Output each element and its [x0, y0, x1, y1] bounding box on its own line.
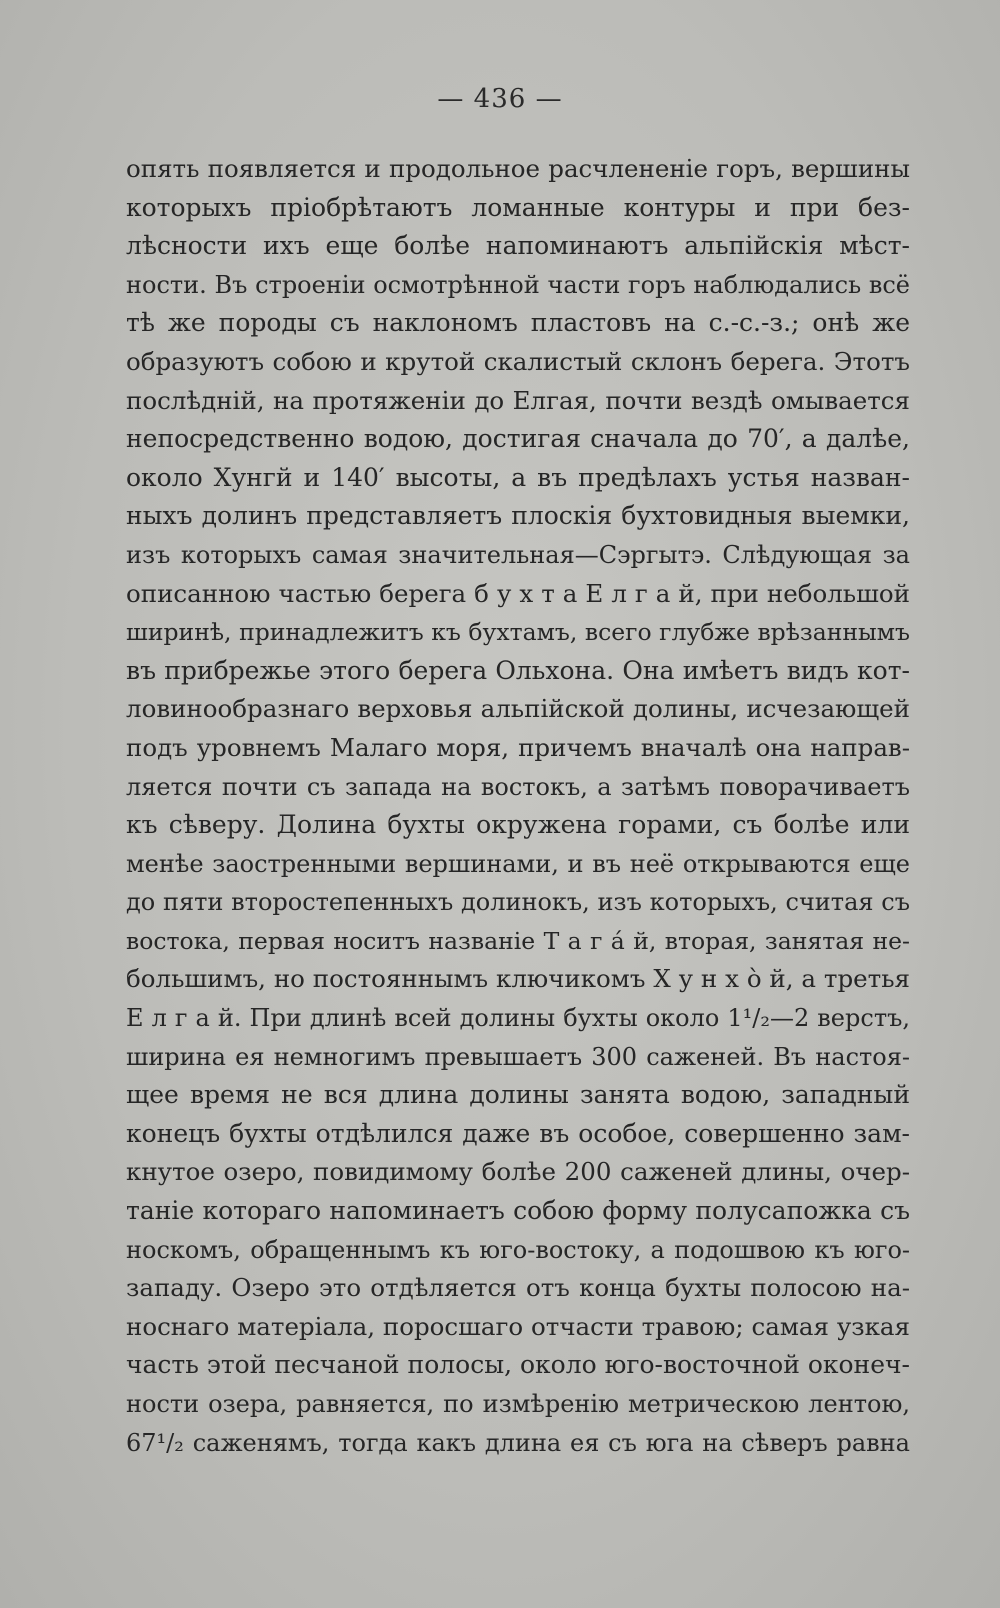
- text-line: кнутое озеро, повидимому болѣе 200 саженей длины, очер-: [126, 1157, 910, 1187]
- text-line: подъ уровнемъ Малаго моря, причемъ вначалѣ она направ-: [126, 732, 910, 762]
- text-line: образуютъ собою и крутой скалистый склонъ берега. Этотъ: [126, 346, 910, 376]
- text-line: большимъ, но постояннымъ ключикомъ Х у н х о̀ й, а третья: [126, 964, 910, 994]
- text-line: лѣсности ихъ еще болѣе напоминаютъ альпійскія мѣст-: [126, 231, 910, 261]
- text-line: до пяти второстепенныхъ долинокъ, изъ которыхъ, считая съ: [126, 888, 910, 917]
- text-line: ности озера, равняется, по измѣренію метрическою лентою,: [126, 1390, 910, 1418]
- text-line: ширина ея немногимъ превышаетъ 300 саженей. Въ настоя-: [126, 1042, 910, 1071]
- body-text: [126, 150, 910, 1462]
- text-line: опять появляется и продольное расчлененіе горъ, вершины: [126, 154, 910, 183]
- text-line: тѣ же породы съ наклономъ пластовъ на с.-с.-з.; онѣ же: [126, 308, 910, 338]
- text-line: таніе котораго напоминаетъ собою форму полусапожка съ: [126, 1196, 910, 1226]
- text-line: изъ которыхъ самая значительная—Сэргытэ. Слѣдующая за: [126, 540, 910, 569]
- text-line: ности. Въ строеніи осмотрѣнной части горъ наблюдались всё: [126, 270, 910, 299]
- text-line: 67¹/₂ саженямъ, тогда какъ длина ея съ юга на сѣверъ равна: [126, 1428, 910, 1457]
- text-line: щее время не вся длина долины занята водою, западный: [126, 1080, 910, 1110]
- text-line: западу. Озеро это отдѣляется отъ конца бухты полосою на-: [126, 1273, 910, 1303]
- text-line: Е л г а й. При длинѣ всей долины бухты около 1¹/₂—2 верстъ,: [126, 1004, 910, 1033]
- text-line: востока, первая носитъ названіе Т а г а́ й, вторая, занятая не-: [126, 926, 910, 955]
- text-line: къ сѣверу. Долина бухты окружена горами, съ болѣе или: [126, 810, 910, 840]
- text-line: около Хунгй и 140′ высоты, а въ предѣлахъ устья назван-: [126, 462, 910, 492]
- text-line: ловинообразнаго верховья альпійской долины, исчезающей: [126, 694, 910, 724]
- text-line: часть этой песчаной полосы, около юго-восточной оконеч-: [126, 1350, 910, 1380]
- text-line: послѣдній, на протяженіи до Елгая, почти вездѣ омывается: [126, 385, 910, 415]
- text-line: ныхъ долинъ представляетъ плоскія бухтовидныя выемки,: [126, 501, 910, 531]
- text-line: носкомъ, обращеннымъ къ юго-востоку, а подошвою къ юго-: [126, 1235, 910, 1264]
- text-line: ляется почти съ запада на востокъ, а затѣмъ поворачиваетъ: [126, 772, 910, 801]
- text-line: менѣе заостренными вершинами, и въ неё открываются еще: [126, 849, 910, 878]
- text-line: описанною частью берега б у х т а Е л г а й, при небольшой: [126, 578, 910, 608]
- text-line: которыхъ пріобрѣтаютъ ломанные контуры и при без-: [126, 192, 910, 222]
- text-line: въ прибрежье этого берега Ольхона. Она имѣетъ видъ кот-: [126, 655, 910, 685]
- text-line: непосредственно водою, достигая сначала до 70′, а далѣе,: [126, 424, 910, 454]
- text-line: ширинѣ, принадлежитъ къ бухтамъ, всего глубже врѣзаннымъ: [126, 618, 910, 647]
- text-line: носнаго матеріала, поросшаго отчасти травою; самая узкая: [126, 1311, 910, 1341]
- text-line: конецъ бухты отдѣлился даже въ особое, совершенно зам-: [126, 1118, 910, 1148]
- page-number: — 436 —: [437, 84, 563, 114]
